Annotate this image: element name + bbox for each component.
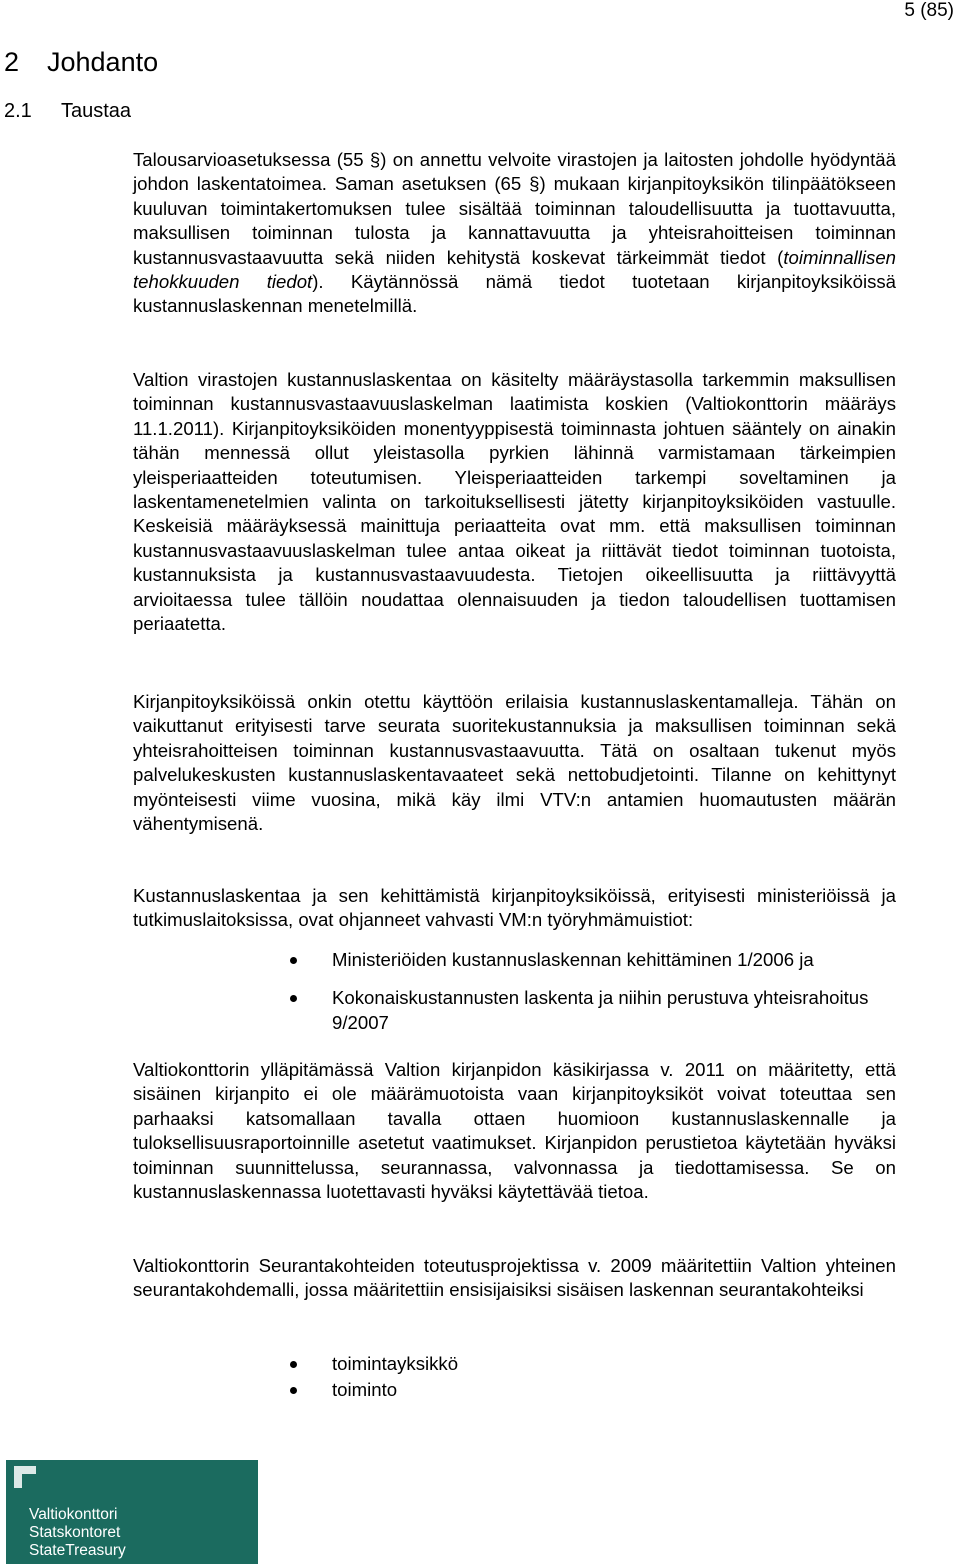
list-item-text: Kokonaiskustannusten laskenta ja niihin perustuva yhteisrahoitus 9/2007 <box>332 987 869 1033</box>
state-treasury-logo <box>6 1460 258 1564</box>
paragraph-6-text: Valtiokonttorin Seurantakohteiden toteutusprojektissa v. 2009 määritettiin Valtion yhteinen seurantakohdemalli, jossa määritettiin ensisijaisiksi sisäisen laskennan seurantakohteiksi <box>133 1255 896 1301</box>
paragraph-1-emphasis: toiminnallisen tehokkuuden tiedot <box>133 246 896 293</box>
list-item <box>290 1352 896 1376</box>
paragraph-6 <box>133 1254 896 1303</box>
bullet-list-1 <box>290 948 896 1035</box>
paragraph-5-text: Valtiokonttorin ylläpitämässä Valtion kirjanpidon käsikirjassa v. 2011 on määritetty, että sisäinen kirjanpito ei ole määrämuotoista vaan kirjanpitoyksiköt voivat toteuttaa sen parhaaksi katsomallaan tavalla ottaen huomioon kustannuslaskennalle ja tuloksellisuusraportoinnille asetetut vaatimukset. Kirjanpidon perustietoa käytetään hyväksi toiminnan suunnittelussa, seurannassa, valvonnassa ja tiedottamisessa. Se on kustannuslaskennassa luotettavasti hyväksi käytettävää tietoa. <box>133 1059 896 1203</box>
chapter-heading <box>4 46 158 78</box>
logo-line-2: Statskontoret <box>29 1524 121 1541</box>
paragraph-1-text-b: ). Käytännössä nämä tiedot tuotetaan kirjanpitoyksiköissä kustannuslaskennan menetelmillä. <box>133 271 897 317</box>
logo-line-3: StateTreasury <box>29 1542 126 1559</box>
logo-line-1: Valtiokonttori <box>29 1506 118 1523</box>
list-item-text: Ministeriöiden kustannuslaskennan kehittäminen 1/2006 ja <box>332 949 814 970</box>
paragraph-5 <box>133 1058 896 1204</box>
bullet-list-2 <box>290 1352 896 1403</box>
paragraph-3-text: Kirjanpitoyksiköissä onkin otettu käyttöön erilaisia kustannuslaskentamalleja. Tähän on vaikuttanut erityisesti tarve seurata suoritekustannuksia ja maksullisen toiminnan sekä yhteisrahoitteisen toiminnan kustannusvastaavuutta. Tätä on osaltaan tukenut myös palvelukeskusten kustannuslaskentavaateet sekä nettobudjetointi. Tilanne on kehittynyt myönteisesti viime vuosina, mikä käy ilmi VTV:n antamien huomautusten määrän vähentymisenä. <box>133 691 896 835</box>
paragraph-2 <box>133 368 896 636</box>
paragraph-2-text: Valtion virastojen kustannuslaskentaa on käsitelty määräystasolla tarkemmin maksullisen toiminnan kustannusvastaavuuslaskelman laatimista koskien (Valtiokonttorin määräys 11.1.2011). Kirjanpitoyksiköiden monentyyppisestä toiminnasta johtuen sääntely on ainakin tähän mennessä ollut yleistasolla pyrkien lähinnä varmistamaan tärkeimpien yleisperiaatteiden toteutumisen. Yleisperiaatteiden tarkempi soveltaminen ja laskentamenetelmien valinta on tarkoituksellisesti jätetty kirjanpitoyksiköiden vastuulle. Keskeisiä määräyksessä mainittuja periaatteita ovat mm. että maksullisen toiminnan kustannusvastaavuuslaskelman tulee antaa oikeat ja riittävät tiedot toiminnan tuotoista, kustannuksista ja kustannusvastaavuudesta. Tietojen oikeellisuutta ja riittävyyttä arvioitaessa tulee tällöin noudattaa olennaisuuden ja tiedon taloudellisen tuottamisen periaatetta. <box>133 369 896 635</box>
bullet-dot-icon <box>290 995 297 1002</box>
page-number: 5 (85) <box>904 0 954 21</box>
paragraph-1 <box>133 148 896 319</box>
list-item-text: toiminto <box>332 1379 398 1401</box>
list-item-text: toimintayksikkö <box>332 1353 459 1374</box>
section-heading <box>4 98 131 124</box>
chapter-title: Johdanto <box>47 47 159 77</box>
bullet-dot-icon <box>290 1387 297 1394</box>
list-item <box>290 986 896 1035</box>
list-item <box>290 1378 896 1402</box>
paragraph-3 <box>133 690 896 836</box>
section-title: Taustaa <box>61 100 132 122</box>
paragraph-4 <box>133 884 896 933</box>
logo-mark-icon <box>14 1466 54 1506</box>
bullet-dot-icon <box>290 957 297 964</box>
bullet-dot-icon <box>290 1361 297 1368</box>
section-number: 2.1 <box>4 100 32 122</box>
paragraph-4-text: Kustannuslaskentaa ja sen kehittämistä kirjanpitoyksiköissä, erityisesti ministeriöissä ja tutkimuslaitoksissa, ovat ohjanneet vahvasti VM:n työryhmämuistiot: <box>133 885 896 931</box>
list-item <box>290 948 896 972</box>
paragraph-1-text-a: Talousarvioasetuksessa (55 §) on annettu velvoite virastojen ja laitosten johdolle hyödyntää johdon laskentatoimea. Saman asetuksen (65 §) mukaan kirjanpitoyksikön tilinpäätökseen kuuluvan toimintakertomuksen tulee sisältää toiminnan taloudellisuutta ja tuottavuutta, maksullisen toiminnan tulosta ja kannattavuutta ja yhteisrahoitteisen toiminnan kustannusvastaavuutta sekä niiden kehitystä koskevat tärkeimmät tiedot ( <box>133 149 896 268</box>
chapter-number: 2 <box>4 47 20 77</box>
